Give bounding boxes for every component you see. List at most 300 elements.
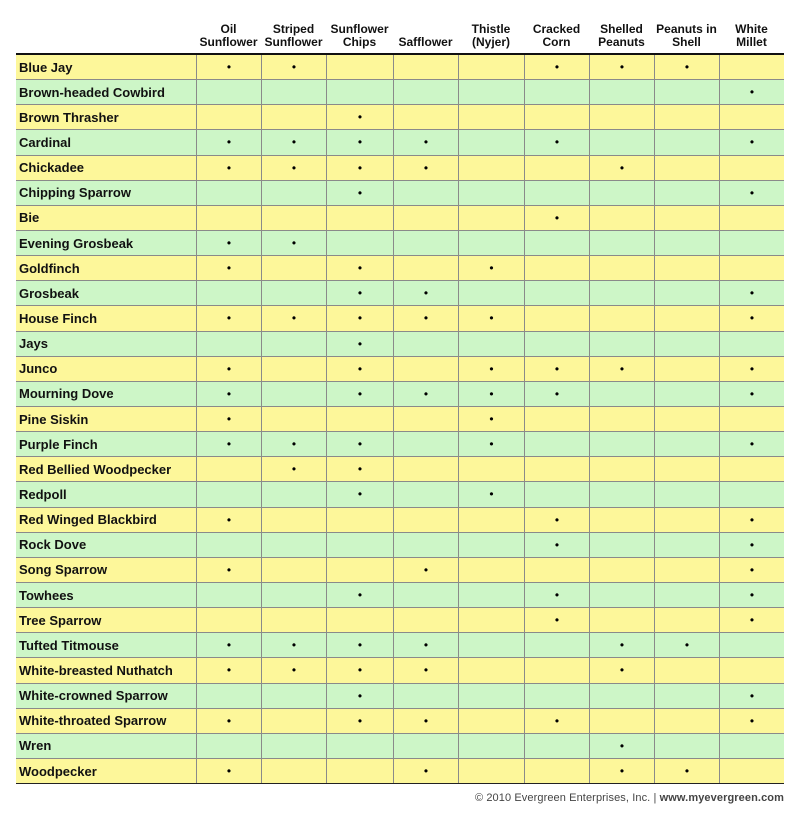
feed-mark-cell <box>393 759 458 783</box>
bullet-mark: • <box>291 311 297 326</box>
feed-mark-cell <box>261 658 326 682</box>
empty-cell <box>589 583 654 607</box>
table-row <box>16 357 784 382</box>
empty-cell <box>393 206 458 230</box>
feed-mark-cell <box>393 156 458 180</box>
feed-mark-cell <box>326 357 393 381</box>
feed-mark-cell <box>458 357 524 381</box>
empty-cell <box>393 80 458 104</box>
feed-mark-cell <box>326 482 393 506</box>
empty-cell <box>393 55 458 79</box>
bullet-mark: • <box>423 286 429 301</box>
bullet-mark: • <box>489 412 494 427</box>
empty-cell <box>458 281 524 305</box>
empty-cell <box>326 80 393 104</box>
empty-cell <box>261 608 326 632</box>
empty-cell <box>458 533 524 557</box>
empty-cell <box>458 156 524 180</box>
empty-cell <box>589 80 654 104</box>
empty-cell <box>524 80 589 104</box>
bullet-mark: • <box>619 638 625 653</box>
table-row <box>16 105 784 130</box>
empty-cell <box>458 130 524 154</box>
feed-mark-cell <box>589 55 654 79</box>
empty-cell <box>326 231 393 255</box>
bullet-mark: • <box>226 562 232 577</box>
empty-cell <box>261 256 326 280</box>
feed-mark-cell <box>326 130 393 154</box>
bullet-mark: • <box>554 537 560 552</box>
table-row <box>16 256 784 281</box>
bullet-mark: • <box>423 562 429 577</box>
empty-cell <box>524 658 589 682</box>
bullet-mark: • <box>291 160 297 175</box>
empty-cell <box>458 508 524 532</box>
bullet-mark: • <box>619 361 625 376</box>
empty-cell <box>589 482 654 506</box>
bullet-mark: • <box>291 437 297 452</box>
feed-mark-cell <box>261 633 326 657</box>
empty-cell <box>719 457 784 481</box>
bird-name: Purple Finch <box>19 436 98 452</box>
bullet-mark: • <box>357 713 363 728</box>
empty-cell <box>524 457 589 481</box>
empty-cell <box>524 482 589 506</box>
bird-name: White-crowned Sparrow <box>19 688 168 704</box>
feed-mark-cell <box>589 759 654 783</box>
empty-cell <box>719 256 784 280</box>
feed-mark-cell <box>719 432 784 456</box>
empty-cell <box>719 633 784 657</box>
feed-mark-cell <box>326 332 393 356</box>
empty-cell <box>196 206 261 230</box>
empty-cell <box>393 357 458 381</box>
header-spacer <box>16 16 196 53</box>
bullet-mark: • <box>226 638 232 653</box>
bullet-mark: • <box>489 261 494 276</box>
bullet-mark: • <box>291 236 297 251</box>
bullet-mark: • <box>749 361 755 376</box>
empty-cell <box>589 382 654 406</box>
feed-mark-cell <box>196 658 261 682</box>
bullet-mark: • <box>357 437 363 452</box>
table-row <box>16 382 784 407</box>
bullet-mark: • <box>423 386 429 401</box>
empty-cell <box>524 181 589 205</box>
empty-cell <box>654 608 719 632</box>
empty-cell <box>326 734 393 758</box>
bird-name: Red Bellied Woodpecker <box>19 461 172 477</box>
empty-cell <box>654 105 719 129</box>
empty-cell <box>589 281 654 305</box>
bullet-mark: • <box>357 160 363 175</box>
empty-cell <box>458 231 524 255</box>
empty-cell <box>589 457 654 481</box>
bird-name: Jays <box>19 336 48 352</box>
empty-cell <box>261 684 326 708</box>
empty-cell <box>524 105 589 129</box>
bird-name: Towhees <box>19 587 74 603</box>
feed-mark-cell <box>719 80 784 104</box>
feed-mark-cell <box>326 105 393 129</box>
empty-cell <box>524 156 589 180</box>
feed-mark-cell <box>719 281 784 305</box>
empty-cell <box>524 332 589 356</box>
empty-cell <box>654 156 719 180</box>
table-row <box>16 281 784 306</box>
bullet-mark: • <box>749 437 755 452</box>
bird-name: Grosbeak <box>19 285 79 301</box>
empty-cell <box>654 357 719 381</box>
empty-cell <box>654 583 719 607</box>
feed-mark-cell <box>326 709 393 733</box>
empty-cell <box>196 608 261 632</box>
bullet-mark: • <box>554 60 560 75</box>
empty-cell <box>719 231 784 255</box>
empty-cell <box>326 407 393 431</box>
feed-mark-cell <box>524 130 589 154</box>
table-row <box>16 55 784 80</box>
empty-cell <box>261 105 326 129</box>
empty-cell <box>654 382 719 406</box>
bullet-mark: • <box>291 135 297 150</box>
bird-name: Blue Jay <box>19 59 73 75</box>
empty-cell <box>261 181 326 205</box>
empty-cell <box>458 608 524 632</box>
empty-cell <box>393 407 458 431</box>
footer-separator: | <box>650 792 660 804</box>
bird-name: Junco <box>19 361 58 377</box>
feed-mark-cell <box>719 608 784 632</box>
empty-cell <box>524 734 589 758</box>
feed-mark-cell <box>196 382 261 406</box>
empty-cell <box>393 684 458 708</box>
feed-mark-cell <box>326 457 393 481</box>
empty-cell <box>393 332 458 356</box>
table-row <box>16 306 784 331</box>
empty-cell <box>326 206 393 230</box>
empty-cell <box>261 80 326 104</box>
table-row <box>16 759 784 784</box>
bullet-mark: • <box>423 663 429 678</box>
bullet-mark: • <box>357 261 363 276</box>
feed-mark-cell <box>393 306 458 330</box>
bullet-mark: • <box>291 60 297 75</box>
feed-mark-cell <box>393 382 458 406</box>
bullet-mark: • <box>684 638 690 653</box>
bird-name: Chipping Sparrow <box>19 185 131 201</box>
bullet-mark: • <box>619 764 625 778</box>
bullet-mark: • <box>357 185 363 200</box>
column-header: Safflower <box>398 35 453 49</box>
table-row <box>16 332 784 357</box>
feed-mark-cell <box>261 156 326 180</box>
column-header: Sunflower Chips <box>330 22 389 49</box>
empty-cell <box>524 407 589 431</box>
empty-cell <box>654 407 719 431</box>
empty-cell <box>524 759 589 783</box>
bullet-mark: • <box>684 764 690 778</box>
feed-mark-cell <box>458 482 524 506</box>
bullet-mark: • <box>619 663 625 678</box>
feed-mark-cell <box>393 633 458 657</box>
feed-mark-cell <box>458 407 524 431</box>
feed-mark-cell <box>196 508 261 532</box>
feed-mark-cell <box>589 658 654 682</box>
feed-mark-cell <box>654 633 719 657</box>
empty-cell <box>589 130 654 154</box>
bullet-mark: • <box>554 613 560 628</box>
bird-name: Woodpecker <box>19 763 97 779</box>
feed-mark-cell <box>393 130 458 154</box>
empty-cell <box>654 181 719 205</box>
bird-name: Cardinal <box>19 134 72 150</box>
empty-cell <box>458 734 524 758</box>
empty-cell <box>196 80 261 104</box>
table-row <box>16 181 784 206</box>
empty-cell <box>589 206 654 230</box>
bullet-mark: • <box>554 512 560 527</box>
feed-mark-cell <box>524 206 589 230</box>
feed-mark-cell <box>196 130 261 154</box>
feed-mark-cell <box>524 508 589 532</box>
empty-cell <box>654 306 719 330</box>
bullet-mark: • <box>357 588 363 603</box>
website-link[interactable]: www.myevergreen.com <box>659 792 784 804</box>
empty-cell <box>393 457 458 481</box>
feed-mark-cell <box>326 306 393 330</box>
bullet-mark: • <box>226 236 232 251</box>
bullet-mark: • <box>357 386 363 401</box>
empty-cell <box>458 457 524 481</box>
empty-cell <box>719 482 784 506</box>
empty-cell <box>524 256 589 280</box>
empty-cell <box>654 558 719 582</box>
bullet-mark: • <box>749 613 755 628</box>
empty-cell <box>393 508 458 532</box>
feed-mark-cell <box>589 156 654 180</box>
feed-mark-cell <box>719 558 784 582</box>
empty-cell <box>458 80 524 104</box>
feed-mark-cell <box>589 633 654 657</box>
bullet-mark: • <box>226 135 232 150</box>
bullet-mark: • <box>749 688 755 703</box>
empty-cell <box>524 306 589 330</box>
feed-mark-cell <box>261 231 326 255</box>
empty-cell <box>261 482 326 506</box>
feed-mark-cell <box>196 759 261 783</box>
empty-cell <box>654 508 719 532</box>
empty-cell <box>261 357 326 381</box>
feed-mark-cell <box>524 533 589 557</box>
bird-name: House Finch <box>19 310 98 326</box>
table-row <box>16 80 784 105</box>
bullet-mark: • <box>357 638 363 653</box>
table-row <box>16 558 784 583</box>
empty-cell <box>719 658 784 682</box>
empty-cell <box>654 734 719 758</box>
bullet-mark: • <box>749 562 755 577</box>
empty-cell <box>393 533 458 557</box>
empty-cell <box>524 281 589 305</box>
table-row <box>16 231 784 256</box>
empty-cell <box>393 734 458 758</box>
empty-cell <box>654 457 719 481</box>
table-row <box>16 583 784 608</box>
feed-mark-cell <box>458 382 524 406</box>
bullet-mark: • <box>226 160 232 175</box>
empty-cell <box>589 508 654 532</box>
feed-mark-cell <box>196 407 261 431</box>
bullet-mark: • <box>684 60 690 75</box>
empty-cell <box>589 181 654 205</box>
bird-name: Chickadee <box>19 160 85 176</box>
feed-mark-cell <box>524 55 589 79</box>
feed-mark-cell <box>458 432 524 456</box>
bullet-mark: • <box>226 512 232 527</box>
empty-cell <box>589 533 654 557</box>
table-row <box>16 206 784 231</box>
column-header: White Millet <box>735 22 768 49</box>
empty-cell <box>589 709 654 733</box>
empty-cell <box>261 332 326 356</box>
bird-name: Wren <box>19 738 52 754</box>
bullet-mark: • <box>554 588 560 603</box>
empty-cell <box>393 482 458 506</box>
feed-mark-cell <box>326 281 393 305</box>
feed-mark-cell <box>719 306 784 330</box>
empty-cell <box>326 759 393 783</box>
table-row <box>16 658 784 683</box>
bullet-mark: • <box>749 386 755 401</box>
feed-mark-cell <box>261 130 326 154</box>
bullet-mark: • <box>489 386 494 401</box>
empty-cell <box>261 583 326 607</box>
empty-cell <box>393 256 458 280</box>
empty-cell <box>654 684 719 708</box>
empty-cell <box>458 583 524 607</box>
bullet-mark: • <box>357 110 363 125</box>
bullet-mark: • <box>357 336 363 351</box>
empty-cell <box>458 709 524 733</box>
empty-cell <box>326 55 393 79</box>
empty-cell <box>654 256 719 280</box>
bullet-mark: • <box>357 286 363 301</box>
feed-mark-cell <box>196 633 261 657</box>
feed-mark-cell <box>458 306 524 330</box>
empty-cell <box>458 633 524 657</box>
feed-mark-cell <box>196 156 261 180</box>
empty-cell <box>261 759 326 783</box>
empty-cell <box>326 508 393 532</box>
table-row <box>16 633 784 658</box>
bullet-mark: • <box>749 311 755 326</box>
feed-mark-cell <box>524 608 589 632</box>
feed-mark-cell <box>261 457 326 481</box>
feed-mark-cell <box>196 709 261 733</box>
empty-cell <box>261 558 326 582</box>
empty-cell <box>196 105 261 129</box>
feed-mark-cell <box>326 432 393 456</box>
bird-rows <box>16 55 784 784</box>
bullet-mark: • <box>423 764 429 778</box>
feed-mark-cell <box>261 432 326 456</box>
empty-cell <box>654 482 719 506</box>
empty-cell <box>261 206 326 230</box>
bullet-mark: • <box>357 135 363 150</box>
bullet-mark: • <box>357 361 363 376</box>
feed-mark-cell <box>393 658 458 682</box>
feed-mark-cell <box>326 658 393 682</box>
bullet-mark: • <box>619 738 625 753</box>
empty-cell <box>261 407 326 431</box>
empty-cell <box>261 709 326 733</box>
bird-name: Brown-headed Cowbird <box>19 84 165 100</box>
bullet-mark: • <box>226 386 232 401</box>
empty-cell <box>393 583 458 607</box>
feed-mark-cell <box>654 55 719 79</box>
bullet-mark: • <box>749 286 755 301</box>
bullet-mark: • <box>554 361 560 376</box>
feed-mark-cell <box>326 382 393 406</box>
bullet-mark: • <box>226 261 232 276</box>
bullet-mark: • <box>423 160 429 175</box>
bird-name: Goldfinch <box>19 260 80 276</box>
table-row <box>16 608 784 633</box>
empty-cell <box>458 658 524 682</box>
empty-cell <box>589 105 654 129</box>
footer-credit <box>475 792 784 804</box>
empty-cell <box>196 482 261 506</box>
bullet-mark: • <box>291 638 297 653</box>
feed-mark-cell <box>654 759 719 783</box>
empty-cell <box>719 407 784 431</box>
feed-mark-cell <box>719 130 784 154</box>
feed-mark-cell <box>524 583 589 607</box>
table-row <box>16 709 784 734</box>
empty-cell <box>589 306 654 330</box>
table-row <box>16 457 784 482</box>
empty-cell <box>589 608 654 632</box>
bullet-mark: • <box>357 487 363 502</box>
column-header: Thistle (Nyjer) <box>471 22 511 49</box>
empty-cell <box>524 558 589 582</box>
bullet-mark: • <box>226 437 232 452</box>
feed-mark-cell <box>393 281 458 305</box>
bullet-mark: • <box>226 361 232 376</box>
feed-mark-cell <box>719 684 784 708</box>
empty-cell <box>393 181 458 205</box>
bird-name: Bie <box>19 210 40 226</box>
bird-name: Tree Sparrow <box>19 612 102 628</box>
feed-mark-cell <box>719 181 784 205</box>
feed-mark-cell <box>326 633 393 657</box>
bullet-mark: • <box>423 135 429 150</box>
empty-cell <box>589 332 654 356</box>
feed-mark-cell <box>458 256 524 280</box>
empty-cell <box>326 608 393 632</box>
empty-cell <box>589 432 654 456</box>
feed-mark-cell <box>719 709 784 733</box>
bird-name: White-throated Sparrow <box>19 713 167 729</box>
empty-cell <box>393 432 458 456</box>
empty-cell <box>524 231 589 255</box>
empty-cell <box>589 684 654 708</box>
empty-cell <box>261 508 326 532</box>
empty-cell <box>524 684 589 708</box>
feed-mark-cell <box>326 181 393 205</box>
feed-mark-cell <box>196 558 261 582</box>
